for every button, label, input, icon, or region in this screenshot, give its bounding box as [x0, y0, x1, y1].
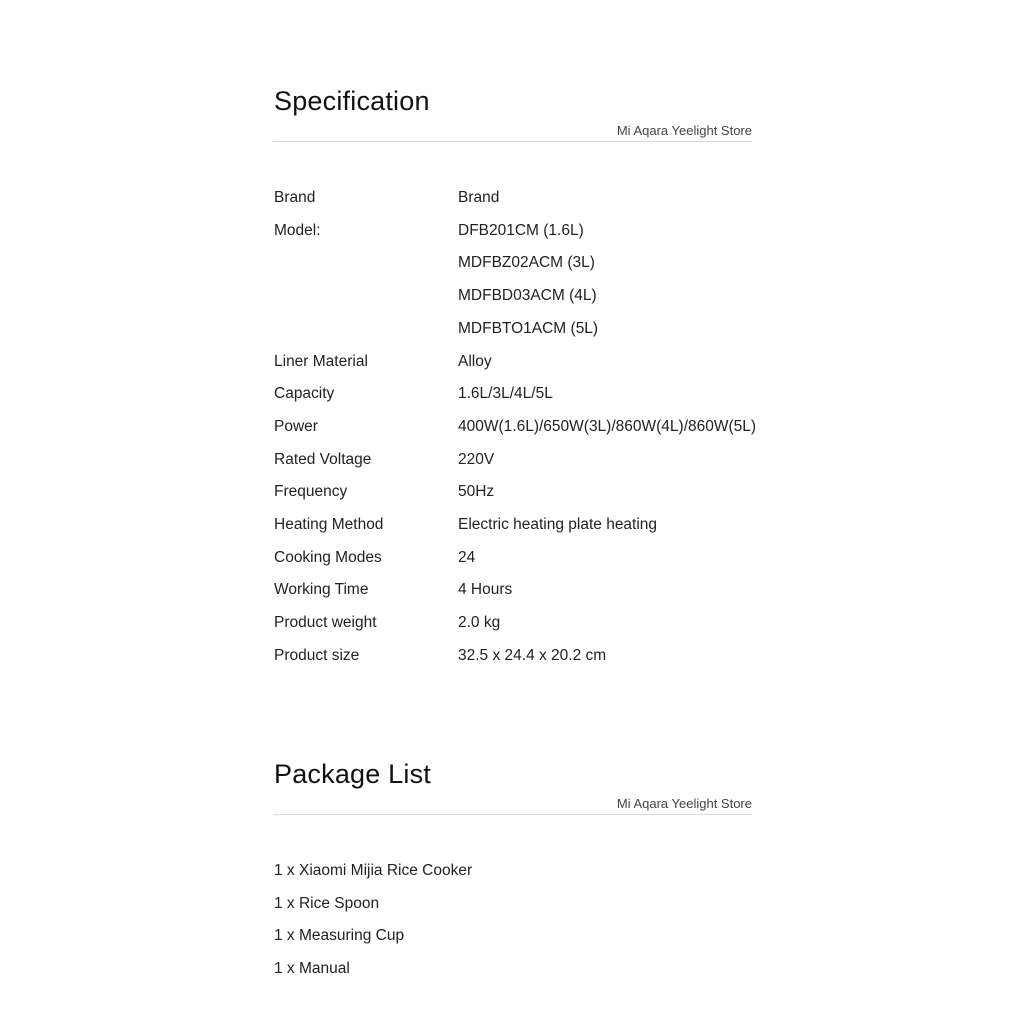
spec-value: 400W(1.6L)/650W(3L)/860W(4L)/860W(5L) — [458, 418, 757, 435]
spec-label: Model: — [274, 222, 321, 239]
spec-value: 2.0 kg — [458, 614, 501, 631]
spec-value: 50Hz — [458, 483, 495, 500]
spec-value: DFB201CM (1.6L) — [458, 222, 584, 239]
package-list — [274, 862, 752, 992]
spec-label: Rated Voltage — [274, 451, 372, 468]
package-title: Package List — [274, 759, 431, 789]
specification-table — [274, 189, 757, 679]
specification-divider — [273, 141, 752, 142]
spec-label: Product weight — [274, 614, 377, 631]
spec-label: Working Time — [274, 581, 369, 598]
package-item: 1 x Manual — [274, 960, 350, 977]
spec-label: Heating Method — [274, 516, 384, 533]
spec-value: Electric heating plate heating — [458, 516, 658, 533]
spec-label: Capacity — [274, 385, 335, 402]
specification-store-name: Mi Aqara Yeelight Store — [616, 123, 752, 138]
spec-value: 4 Hours — [458, 581, 513, 598]
package-item: 1 x Measuring Cup — [274, 927, 405, 944]
spec-value: 1.6L/3L/4L/5L — [458, 385, 553, 402]
spec-label: Product size — [274, 647, 360, 664]
spec-value: Brand — [458, 189, 500, 206]
package-item: 1 x Rice Spoon — [274, 895, 380, 912]
package-divider — [273, 814, 752, 815]
package-item: 1 x Xiaomi Mijia Rice Cooker — [274, 862, 473, 879]
spec-value: MDFBTO1ACM (5L) — [458, 320, 599, 337]
package-store-name: Mi Aqara Yeelight Store — [616, 796, 752, 811]
spec-value: 220V — [458, 451, 495, 468]
spec-label: Brand — [274, 189, 316, 206]
spec-value: MDFBD03ACM (4L) — [458, 287, 597, 304]
spec-value: Alloy — [458, 353, 492, 370]
spec-value: 24 — [458, 549, 476, 566]
spec-label: Power — [274, 418, 318, 435]
specification-title: Specification — [274, 86, 430, 116]
spec-value: MDFBZ02ACM (3L) — [458, 254, 595, 271]
spec-label: Liner Material — [274, 353, 368, 370]
spec-value: 32.5 x 24.4 x 20.2 cm — [458, 647, 607, 664]
package-header — [274, 759, 752, 819]
spec-label: Frequency — [274, 483, 348, 500]
specification-header — [274, 86, 752, 146]
spec-label: Cooking Modes — [274, 549, 382, 566]
